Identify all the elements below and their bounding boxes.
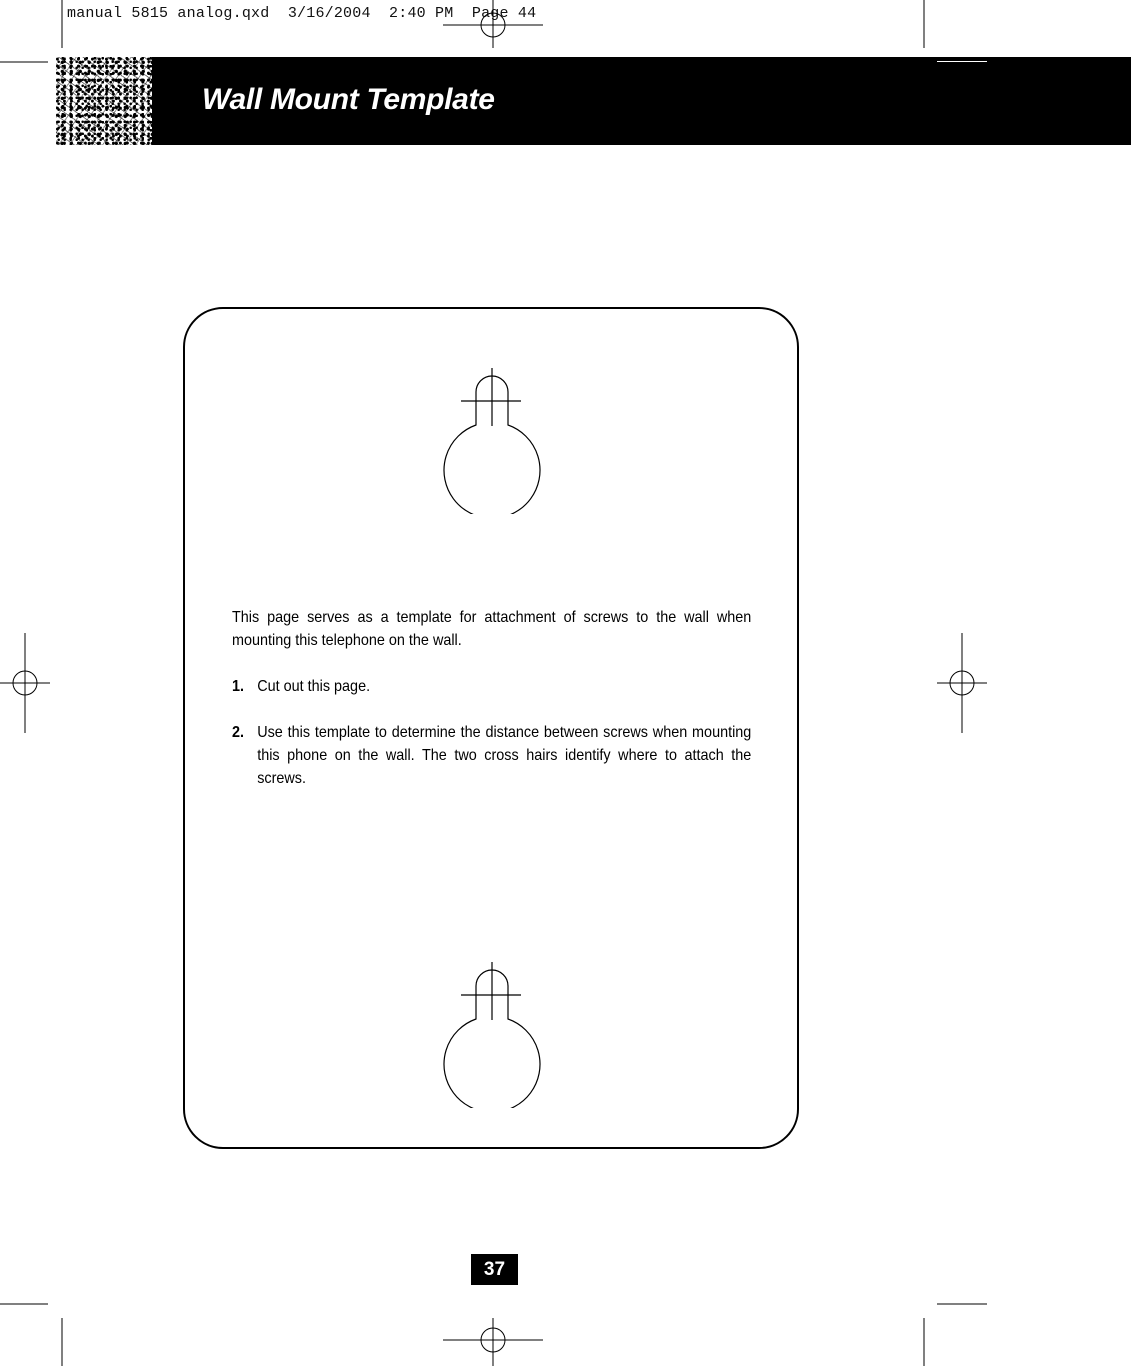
- registration-mark-icon: [443, 0, 543, 48]
- page-title: Wall Mount Template: [202, 83, 495, 116]
- registration-mark-icon: [937, 633, 987, 733]
- list-item: [232, 675, 751, 698]
- list-item: [232, 721, 751, 790]
- step-number: 1.: [232, 678, 245, 695]
- instructions: [232, 606, 752, 813]
- registration-mark-icon: [443, 1318, 543, 1366]
- step-number: 2.: [232, 724, 245, 741]
- keyhole-icon: [433, 956, 553, 1108]
- page-number: 37: [471, 1254, 518, 1285]
- step-list: [232, 675, 751, 790]
- step-text: Cut out this page.: [257, 678, 371, 695]
- halftone-texture-icon: [56, 57, 152, 145]
- step-text: Use this template to determine the distance between screws when mounting this phone on the wall. The two cross hairs identify where to attach the screws.: [257, 724, 752, 787]
- intro-text: This page serves as a template for attachment of screws to the wall when mounting this telephone on the wall.: [232, 609, 752, 649]
- keyhole-icon: [433, 362, 553, 514]
- header-rule: [937, 61, 987, 62]
- slug-line: manual 5815 analog.qxd 3/16/2004 2:40 PM Page 44: [67, 5, 537, 22]
- registration-mark-icon: [0, 633, 50, 733]
